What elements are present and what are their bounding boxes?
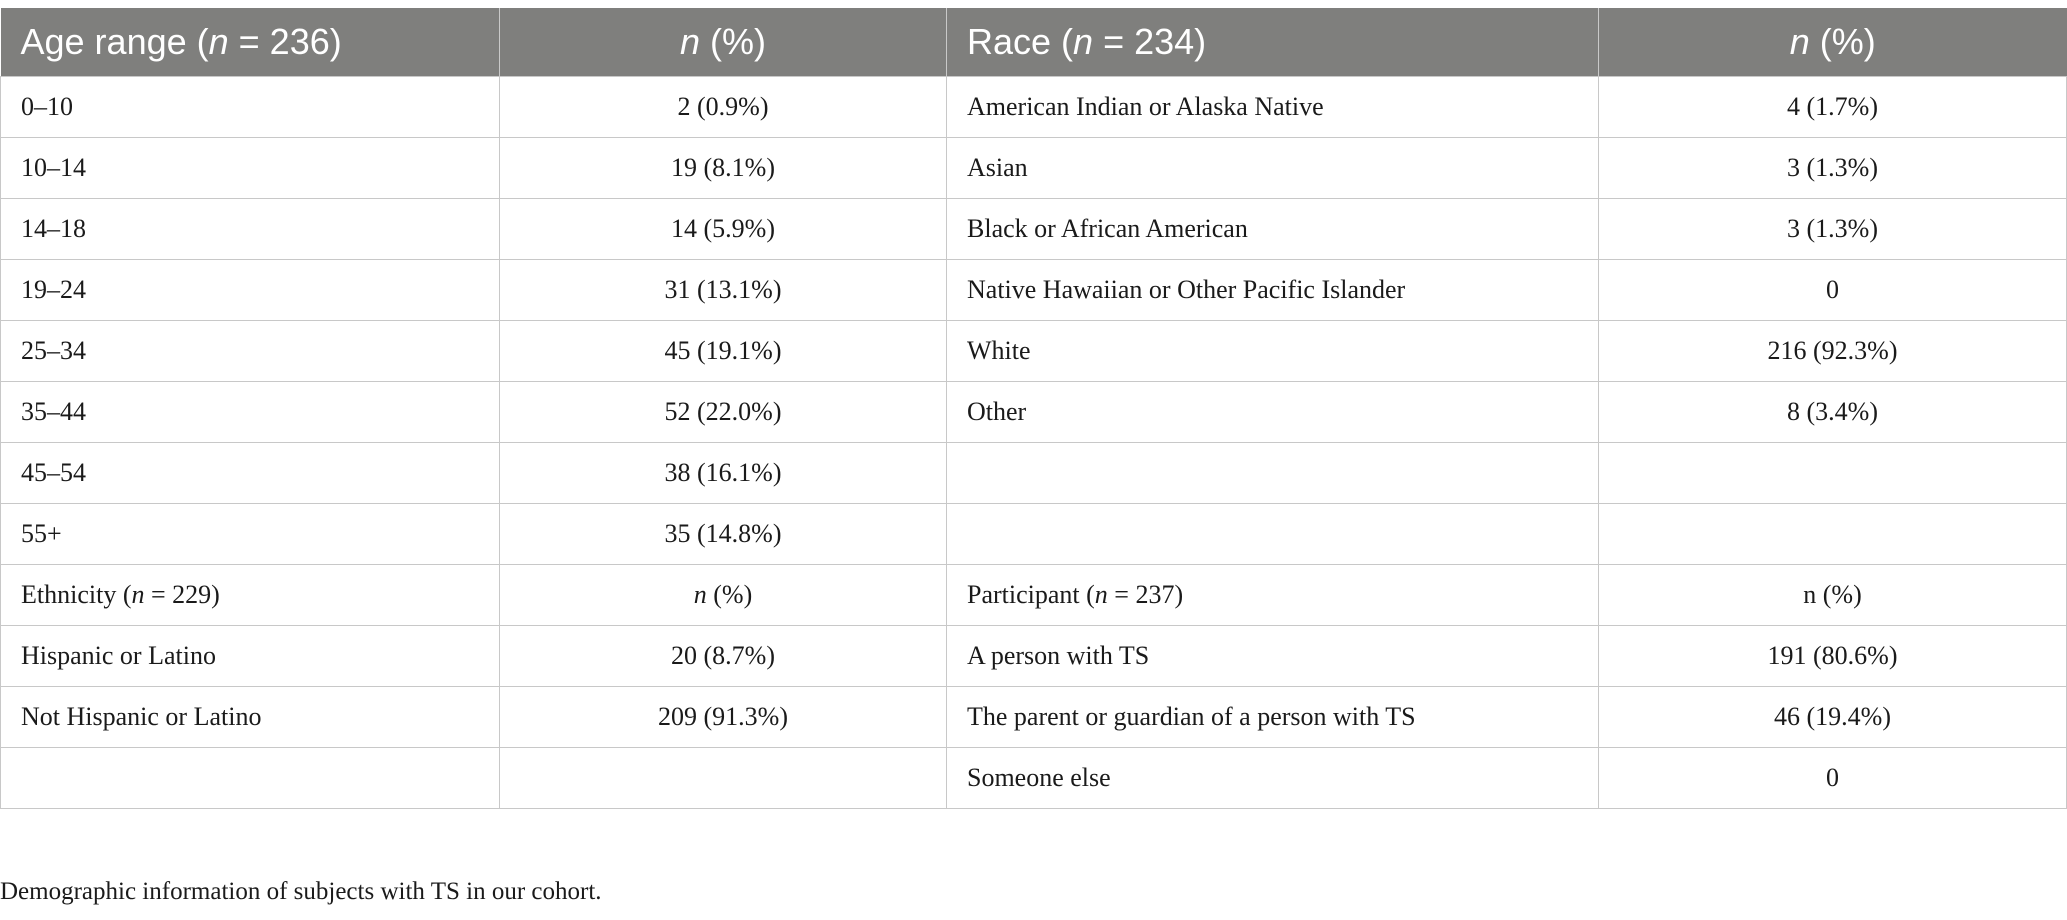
age-count-cell: 38 (16.1%) (500, 442, 947, 503)
header-n-percent: n (%) (500, 8, 947, 76)
age-range-cell: 55+ (1, 503, 500, 564)
age-count-cell: 19 (8.1%) (500, 137, 947, 198)
ethnicity-heading: Ethnicity (n = 229) (1, 564, 500, 625)
age-range-cell: 10–14 (1, 137, 500, 198)
race-count-cell: 216 (92.3%) (1599, 320, 2067, 381)
participant-count-cell: 191 (80.6%) (1599, 625, 2067, 686)
table-row (1, 381, 2067, 442)
table-row (1, 198, 2067, 259)
table-row (1, 686, 2067, 747)
participant-count-cell: 0 (1599, 747, 2067, 808)
race-count-cell: 4 (1.7%) (1599, 76, 2067, 137)
age-count-cell: 14 (5.9%) (500, 198, 947, 259)
participant-count-cell: 46 (19.4%) (1599, 686, 2067, 747)
header-n-percent-2: n (%) (1599, 8, 2067, 76)
table-row (1, 503, 2067, 564)
age-range-cell: 19–24 (1, 259, 500, 320)
age-count-cell: 35 (14.8%) (500, 503, 947, 564)
ethnicity-count-cell: 209 (91.3%) (500, 686, 947, 747)
race-count-cell: 0 (1599, 259, 2067, 320)
table-row (1, 625, 2067, 686)
header-age-range: Age range (n = 236) (1, 8, 500, 76)
participant-heading: Participant (n = 237) (947, 564, 1599, 625)
race-count-cell (1599, 442, 2067, 503)
age-range-cell: 45–54 (1, 442, 500, 503)
participant-n-percent-heading: n (%) (1599, 564, 2067, 625)
age-count-cell: 2 (0.9%) (500, 76, 947, 137)
race-cell: Black or African American (947, 198, 1599, 259)
age-range-cell: 25–34 (1, 320, 500, 381)
age-count-cell: 52 (22.0%) (500, 381, 947, 442)
ethnicity-count-cell: 20 (8.7%) (500, 625, 947, 686)
age-range-cell: 0–10 (1, 76, 500, 137)
table-row (1, 76, 2067, 137)
ethnicity-count-cell (500, 747, 947, 808)
race-count-cell: 3 (1.3%) (1599, 137, 2067, 198)
ethnicity-cell: Not Hispanic or Latino (1, 686, 500, 747)
table-row (1, 320, 2067, 381)
age-count-cell: 31 (13.1%) (500, 259, 947, 320)
race-cell: White (947, 320, 1599, 381)
race-cell: Native Hawaiian or Other Pacific Islander (947, 259, 1599, 320)
table-row (1, 137, 2067, 198)
race-cell: American Indian or Alaska Native (947, 76, 1599, 137)
race-count-cell (1599, 503, 2067, 564)
ethnicity-cell: Hispanic or Latino (1, 625, 500, 686)
race-cell (947, 442, 1599, 503)
ethnicity-n-percent-heading: n (%) (500, 564, 947, 625)
ethnicity-cell (1, 747, 500, 808)
header-race: Race (n = 234) (947, 8, 1599, 76)
age-count-cell: 45 (19.1%) (500, 320, 947, 381)
table-row (1, 259, 2067, 320)
race-count-cell: 8 (3.4%) (1599, 381, 2067, 442)
participant-cell: A person with TS (947, 625, 1599, 686)
table-row (1, 442, 2067, 503)
race-count-cell: 3 (1.3%) (1599, 198, 2067, 259)
race-cell: Other (947, 381, 1599, 442)
participant-cell: The parent or guardian of a person with TS (947, 686, 1599, 747)
age-range-cell: 14–18 (1, 198, 500, 259)
participant-cell: Someone else (947, 747, 1599, 808)
table-row (1, 747, 2067, 808)
race-cell: Asian (947, 137, 1599, 198)
age-range-cell: 35–44 (1, 381, 500, 442)
table-header-row (1, 8, 2067, 76)
demographics-table (0, 8, 2067, 809)
table-caption: Demographic information of subjects with TS in our cohort. (0, 878, 602, 905)
race-cell (947, 503, 1599, 564)
section-header-row (1, 564, 2067, 625)
